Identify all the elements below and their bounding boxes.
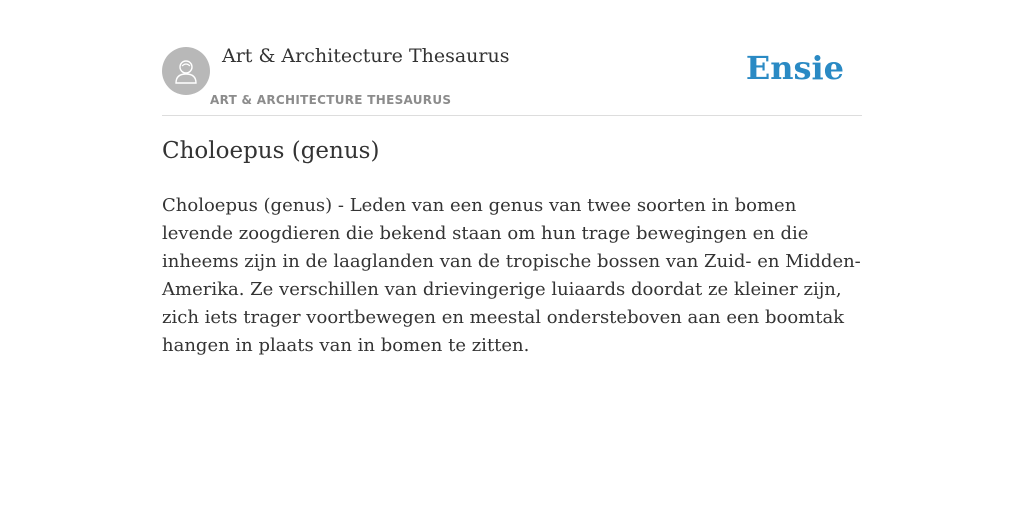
page-title: Choloepus (genus) <box>162 138 380 164</box>
author-name-link[interactable]: Art & Architecture Thesaurus <box>222 45 510 67</box>
user-avatar-icon <box>171 56 201 86</box>
article-body: Choloepus (genus) - Leden van een genus van twee soorten in bomen levende zoogdieren die bekend staan om hun trage bewegingen en die inheems zijn in de laaglanden van de tropische bossen van Zuid- en Midden-Amerika. Ze verschillen van drievingerige luiaards doordat ze kleiner zijn, zich iets trager voortbewegen en meestal ondersteboven aan een boomtak hangen in plaats van in bomen te zitten. <box>162 195 861 356</box>
author-avatar[interactable] <box>162 47 210 95</box>
header <box>162 40 862 116</box>
author-subtitle-link[interactable]: ART & ARCHITECTURE THESAURUS <box>210 93 452 107</box>
ensie-logo[interactable]: Ensie <box>745 49 844 87</box>
